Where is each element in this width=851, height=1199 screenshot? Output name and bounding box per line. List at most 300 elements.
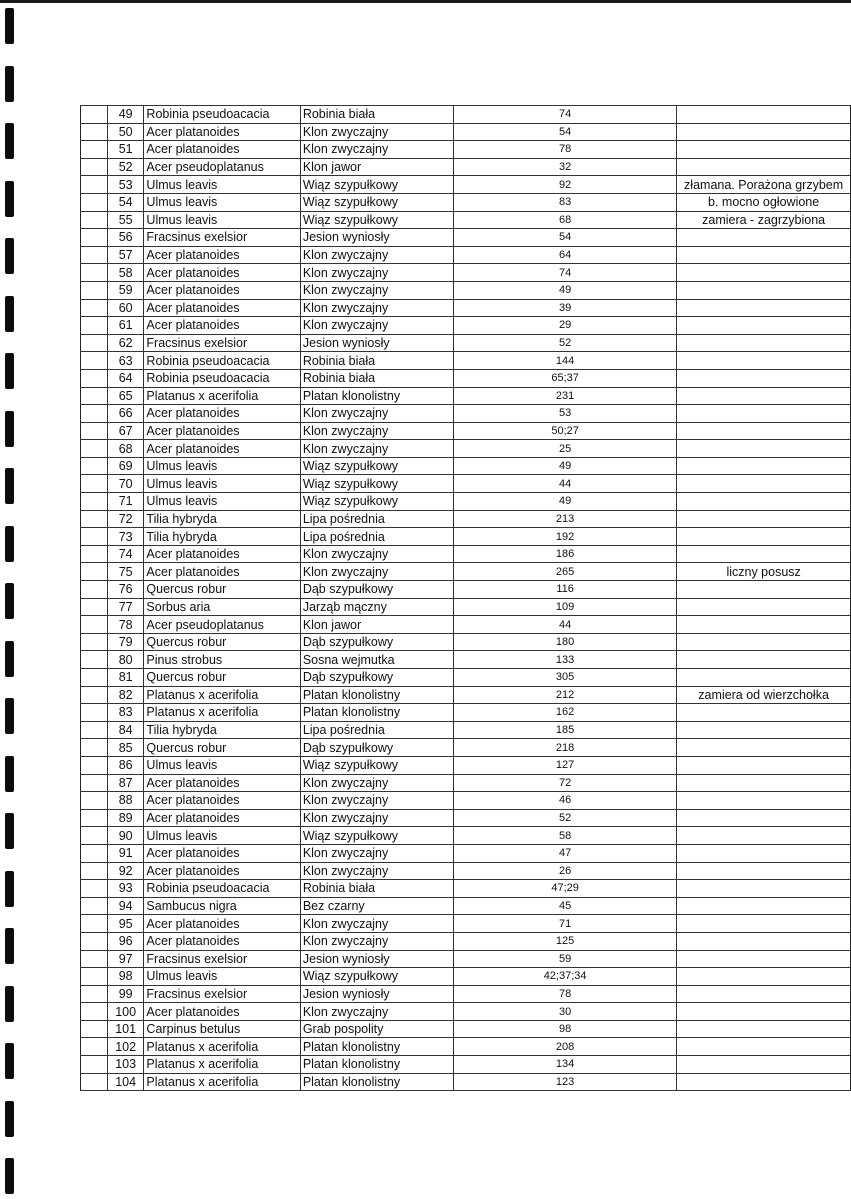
polish-name-cell: Platan klonolistny [300,1056,453,1074]
latin-name-cell: Fracsinus exelsior [144,229,300,247]
punch-hole [5,583,14,619]
blank-cell [81,352,108,370]
latin-name-cell: Acer platanoides [144,440,300,458]
latin-name-cell: Acer platanoides [144,862,300,880]
remarks-cell [677,968,851,986]
table-row [81,669,851,687]
circumference-cell: 49 [453,493,676,511]
circumference-cell: 127 [453,756,676,774]
remarks-cell [677,369,851,387]
table-row [81,246,851,264]
circumference-cell: 29 [453,317,676,335]
table-row [81,1020,851,1038]
latin-name-cell: Platanus x acerifolia [144,704,300,722]
polish-name-cell: Klon zwyczajny [300,422,453,440]
circumference-cell: 92 [453,176,676,194]
latin-name-cell: Tilia hybryda [144,510,300,528]
table-row [81,528,851,546]
table-row [81,1003,851,1021]
blank-cell [81,545,108,563]
latin-name-cell: Quercus robur [144,739,300,757]
punch-hole [5,526,14,562]
circumference-cell: 25 [453,440,676,458]
circumference-cell: 45 [453,897,676,915]
circumference-cell: 39 [453,299,676,317]
latin-name-cell: Quercus robur [144,669,300,687]
blank-cell [81,246,108,264]
punch-hole [5,238,14,274]
table-row [81,1038,851,1056]
remarks-cell [677,281,851,299]
circumference-cell: 208 [453,1038,676,1056]
blank-cell [81,774,108,792]
latin-name-cell: Acer platanoides [144,123,300,141]
remarks-cell [677,932,851,950]
latin-name-cell: Acer platanoides [144,281,300,299]
circumference-cell: 83 [453,193,676,211]
blank-cell [81,176,108,194]
tree-number-cell: 88 [107,792,144,810]
circumference-cell: 185 [453,721,676,739]
latin-name-cell: Ulmus leavis [144,193,300,211]
circumference-cell: 109 [453,598,676,616]
latin-name-cell: Ulmus leavis [144,176,300,194]
polish-name-cell: Klon zwyczajny [300,844,453,862]
polish-name-cell: Wiąz szypułkowy [300,457,453,475]
blank-cell [81,651,108,669]
latin-name-cell: Fracsinus exelsior [144,334,300,352]
blank-cell [81,369,108,387]
polish-name-cell: Wiąz szypułkowy [300,827,453,845]
blank-cell [81,792,108,810]
tree-number-cell: 52 [107,158,144,176]
table-row [81,844,851,862]
polish-name-cell: Bez czarny [300,897,453,915]
tree-number-cell: 86 [107,756,144,774]
latin-name-cell: Pinus strobus [144,651,300,669]
latin-name-cell: Ulmus leavis [144,827,300,845]
remarks-cell [677,616,851,634]
polish-name-cell: Wiąz szypułkowy [300,756,453,774]
table-row [81,651,851,669]
remarks-cell [677,809,851,827]
circumference-cell: 53 [453,405,676,423]
table-row [81,317,851,335]
table-row [81,915,851,933]
polish-name-cell: Platan klonolistny [300,1038,453,1056]
tree-number-cell: 84 [107,721,144,739]
circumference-cell: 47 [453,844,676,862]
circumference-cell: 32 [453,158,676,176]
latin-name-cell: Tilia hybryda [144,721,300,739]
remarks-cell [677,405,851,423]
tree-number-cell: 99 [107,985,144,1003]
remarks-cell [677,756,851,774]
table-row [81,598,851,616]
remarks-cell [677,704,851,722]
latin-name-cell: Acer platanoides [144,299,300,317]
polish-name-cell: Klon zwyczajny [300,563,453,581]
circumference-cell: 64 [453,246,676,264]
remarks-cell [677,862,851,880]
blank-cell [81,457,108,475]
tree-number-cell: 70 [107,475,144,493]
polish-name-cell: Klon zwyczajny [300,1003,453,1021]
blank-cell [81,1056,108,1074]
punch-hole-strip [0,0,20,1199]
latin-name-cell: Carpinus betulus [144,1020,300,1038]
circumference-cell: 218 [453,739,676,757]
remarks-cell [677,950,851,968]
blank-cell [81,563,108,581]
blank-cell [81,493,108,511]
tree-number-cell: 73 [107,528,144,546]
circumference-cell: 49 [453,457,676,475]
blank-cell [81,721,108,739]
blank-cell [81,211,108,229]
remarks-cell [677,1056,851,1074]
table-row [81,264,851,282]
table-row [81,545,851,563]
punch-hole [5,66,14,102]
blank-cell [81,510,108,528]
tree-number-cell: 67 [107,422,144,440]
latin-name-cell: Sambucus nigra [144,897,300,915]
tree-number-cell: 71 [107,493,144,511]
tree-number-cell: 64 [107,369,144,387]
remarks-cell [677,915,851,933]
remarks-cell [677,158,851,176]
tree-number-cell: 87 [107,774,144,792]
remarks-cell [677,387,851,405]
table-row [81,405,851,423]
polish-name-cell: Klon zwyczajny [300,792,453,810]
polish-name-cell: Lipa pośrednia [300,510,453,528]
circumference-cell: 78 [453,141,676,159]
remarks-cell [677,264,851,282]
latin-name-cell: Tilia hybryda [144,528,300,546]
punch-hole [5,123,14,159]
tree-number-cell: 100 [107,1003,144,1021]
polish-name-cell: Jesion wyniosły [300,229,453,247]
latin-name-cell: Acer platanoides [144,792,300,810]
blank-cell [81,932,108,950]
polish-name-cell: Klon zwyczajny [300,809,453,827]
remarks-cell [677,1003,851,1021]
blank-cell [81,317,108,335]
table-row [81,193,851,211]
remarks-cell [677,352,851,370]
tree-number-cell: 58 [107,264,144,282]
tree-number-cell: 92 [107,862,144,880]
remarks-cell [677,880,851,898]
remarks-cell [677,985,851,1003]
polish-name-cell: Wiąz szypułkowy [300,968,453,986]
blank-cell [81,387,108,405]
remarks-cell [677,545,851,563]
remarks-cell [677,792,851,810]
polish-name-cell: Wiąz szypułkowy [300,475,453,493]
circumference-cell: 98 [453,1020,676,1038]
polish-name-cell: Lipa pośrednia [300,528,453,546]
tree-number-cell: 50 [107,123,144,141]
latin-name-cell: Acer platanoides [144,246,300,264]
tree-number-cell: 63 [107,352,144,370]
table-row [81,211,851,229]
blank-cell [81,633,108,651]
punch-hole [5,353,14,389]
blank-cell [81,528,108,546]
table-row [81,457,851,475]
tree-number-cell: 77 [107,598,144,616]
blank-cell [81,405,108,423]
tree-number-cell: 69 [107,457,144,475]
polish-name-cell: Klon zwyczajny [300,299,453,317]
remarks-cell [677,721,851,739]
polish-name-cell: Robinia biała [300,369,453,387]
polish-name-cell: Klon jawor [300,616,453,634]
latin-name-cell: Acer platanoides [144,405,300,423]
remarks-cell [677,581,851,599]
remarks-cell [677,1073,851,1091]
tree-number-cell: 79 [107,633,144,651]
circumference-cell: 59 [453,950,676,968]
punch-hole [5,411,14,447]
latin-name-cell: Robinia pseudoacacia [144,369,300,387]
blank-cell [81,827,108,845]
remarks-cell [677,457,851,475]
polish-name-cell: Dąb szypułkowy [300,669,453,687]
blank-cell [81,123,108,141]
polish-name-cell: Wiąz szypułkowy [300,176,453,194]
remarks-cell [677,844,851,862]
polish-name-cell: Klon zwyczajny [300,932,453,950]
tree-number-cell: 85 [107,739,144,757]
table-row [81,792,851,810]
tree-number-cell: 76 [107,581,144,599]
tree-number-cell: 102 [107,1038,144,1056]
table-row [81,352,851,370]
blank-cell [81,968,108,986]
remarks-cell [677,493,851,511]
latin-name-cell: Acer platanoides [144,809,300,827]
table-row [81,422,851,440]
table-row [81,440,851,458]
circumference-cell: 58 [453,827,676,845]
remarks-cell: zamiera - zagrzybiona [677,211,851,229]
latin-name-cell: Acer platanoides [144,317,300,335]
tree-number-cell: 61 [107,317,144,335]
latin-name-cell: Ulmus leavis [144,493,300,511]
remarks-cell [677,141,851,159]
tree-number-cell: 72 [107,510,144,528]
circumference-cell: 123 [453,1073,676,1091]
blank-cell [81,897,108,915]
tree-number-cell: 91 [107,844,144,862]
tree-number-cell: 101 [107,1020,144,1038]
tree-number-cell: 57 [107,246,144,264]
tree-number-cell: 81 [107,669,144,687]
circumference-cell: 180 [453,633,676,651]
remarks-cell: liczny posusz [677,563,851,581]
remarks-cell [677,774,851,792]
circumference-cell: 30 [453,1003,676,1021]
remarks-cell [677,334,851,352]
circumference-cell: 134 [453,1056,676,1074]
circumference-cell: 74 [453,264,676,282]
tree-number-cell: 49 [107,106,144,124]
table-row [81,721,851,739]
latin-name-cell: Robinia pseudoacacia [144,880,300,898]
blank-cell [81,1020,108,1038]
table-row [81,141,851,159]
circumference-cell: 44 [453,616,676,634]
polish-name-cell: Robinia biała [300,880,453,898]
latin-name-cell: Fracsinus exelsior [144,950,300,968]
blank-cell [81,299,108,317]
table-row [81,616,851,634]
tree-number-cell: 97 [107,950,144,968]
table-row [81,387,851,405]
tree-number-cell: 66 [107,405,144,423]
latin-name-cell: Fracsinus exelsior [144,985,300,1003]
latin-name-cell: Acer platanoides [144,422,300,440]
latin-name-cell: Acer platanoides [144,915,300,933]
remarks-cell [677,528,851,546]
table-row [81,862,851,880]
blank-cell [81,229,108,247]
punch-hole [5,928,14,964]
circumference-cell: 54 [453,229,676,247]
remarks-cell: złamana. Porażona grzybem [677,176,851,194]
tree-number-cell: 82 [107,686,144,704]
table-row [81,334,851,352]
punch-hole [5,468,14,504]
polish-name-cell: Dąb szypułkowy [300,581,453,599]
polish-name-cell: Sosna wejmutka [300,651,453,669]
polish-name-cell: Platan klonolistny [300,686,453,704]
latin-name-cell: Acer pseudoplatanus [144,616,300,634]
latin-name-cell: Acer platanoides [144,844,300,862]
circumference-cell: 133 [453,651,676,669]
latin-name-cell: Platanus x acerifolia [144,387,300,405]
remarks-cell [677,897,851,915]
remarks-cell [677,1020,851,1038]
latin-name-cell: Ulmus leavis [144,756,300,774]
punch-hole [5,641,14,677]
blank-cell [81,264,108,282]
table-row [81,686,851,704]
table-row [81,968,851,986]
latin-name-cell: Quercus robur [144,633,300,651]
tree-number-cell: 94 [107,897,144,915]
latin-name-cell: Robinia pseudoacacia [144,106,300,124]
polish-name-cell: Platan klonolistny [300,1073,453,1091]
table-row [81,369,851,387]
remarks-cell [677,123,851,141]
polish-name-cell: Klon zwyczajny [300,281,453,299]
punch-hole [5,813,14,849]
circumference-cell: 68 [453,211,676,229]
blank-cell [81,950,108,968]
latin-name-cell: Ulmus leavis [144,968,300,986]
table-row [81,563,851,581]
table-row [81,299,851,317]
table-row [81,475,851,493]
blank-cell [81,739,108,757]
latin-name-cell: Acer platanoides [144,141,300,159]
latin-name-cell: Ulmus leavis [144,211,300,229]
punch-hole [5,1043,14,1079]
tree-number-cell: 95 [107,915,144,933]
table-row [81,281,851,299]
latin-name-cell: Quercus robur [144,581,300,599]
table-row [81,827,851,845]
tree-number-cell: 53 [107,176,144,194]
tree-number-cell: 54 [107,193,144,211]
circumference-cell: 116 [453,581,676,599]
tree-inventory-table [80,105,851,1091]
circumference-cell: 213 [453,510,676,528]
polish-name-cell: Klon zwyczajny [300,862,453,880]
table-row [81,510,851,528]
remarks-cell [677,1038,851,1056]
remarks-cell [677,651,851,669]
circumference-cell: 47;29 [453,880,676,898]
blank-cell [81,704,108,722]
tree-number-cell: 55 [107,211,144,229]
circumference-cell: 265 [453,563,676,581]
polish-name-cell: Jarząb mączny [300,598,453,616]
latin-name-cell: Ulmus leavis [144,457,300,475]
blank-cell [81,880,108,898]
table-row [81,809,851,827]
polish-name-cell: Klon zwyczajny [300,440,453,458]
tree-number-cell: 98 [107,968,144,986]
punch-hole [5,1101,14,1137]
table-row [81,950,851,968]
blank-cell [81,985,108,1003]
blank-cell [81,440,108,458]
remarks-cell [677,475,851,493]
circumference-cell: 49 [453,281,676,299]
tree-number-cell: 68 [107,440,144,458]
tree-number-cell: 89 [107,809,144,827]
circumference-cell: 74 [453,106,676,124]
table-row [81,633,851,651]
blank-cell [81,106,108,124]
punch-hole [5,756,14,792]
polish-name-cell: Platan klonolistny [300,387,453,405]
punch-hole [5,698,14,734]
tree-number-cell: 65 [107,387,144,405]
blank-cell [81,862,108,880]
scan-top-edge [0,0,851,3]
tree-number-cell: 60 [107,299,144,317]
polish-name-cell: Klon zwyczajny [300,123,453,141]
polish-name-cell: Klon jawor [300,158,453,176]
latin-name-cell: Ulmus leavis [144,475,300,493]
punch-hole [5,871,14,907]
circumference-cell: 42;37;34 [453,968,676,986]
circumference-cell: 71 [453,915,676,933]
polish-name-cell: Jesion wyniosły [300,334,453,352]
remarks-cell [677,299,851,317]
polish-name-cell: Klon zwyczajny [300,405,453,423]
remarks-cell: zamiera od wierzchołka [677,686,851,704]
remarks-cell [677,106,851,124]
table-row [81,985,851,1003]
